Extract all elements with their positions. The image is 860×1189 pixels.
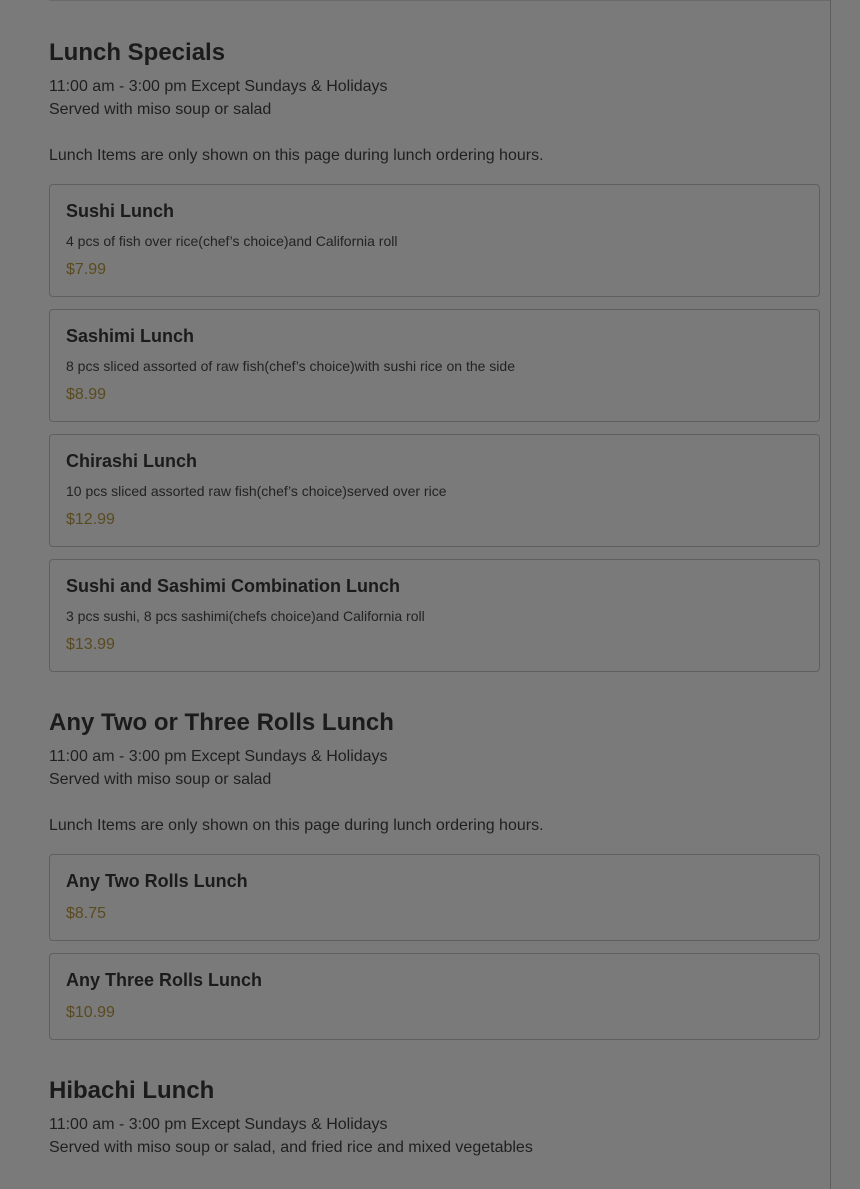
section-hours: 11:00 am - 3:00 pm Except Sundays & Holidays — [49, 748, 388, 765]
menu-item-any-two-rolls-lunch[interactable] — [49, 854, 820, 941]
menu-item-name: Sashimi Lunch — [66, 326, 195, 346]
menu-item-sushi-sashimi-combination-lunch[interactable] — [49, 559, 820, 672]
section-any-two-or-three-rolls-lunch — [49, 706, 820, 1040]
menu-item-name: Any Three Rolls Lunch — [66, 970, 263, 990]
menu-item-price: $8.75 — [66, 905, 107, 922]
menu-item-description: 3 pcs sushi, 8 pcs sashimi(chefs choice)and California roll — [66, 608, 425, 624]
lunch-hours-notice: Lunch Items are only shown on this page during lunch ordering hours. — [49, 817, 544, 834]
section-meta — [49, 75, 820, 121]
menu-item-price: $10.99 — [66, 1004, 115, 1021]
section-title: Hibachi Lunch — [49, 1077, 215, 1104]
right-scroll-edge — [830, 0, 831, 1189]
section-served-with: Served with miso soup or salad — [49, 771, 272, 788]
menu-item-name: Sushi and Sashimi Combination Lunch — [66, 576, 401, 596]
menu-item-name: Chirashi Lunch — [66, 451, 198, 471]
menu-item-any-three-rolls-lunch[interactable] — [49, 953, 820, 1040]
menu-item-price: $8.99 — [66, 386, 107, 403]
menu-item-price: $7.99 — [66, 261, 107, 278]
section-hours: 11:00 am - 3:00 pm Except Sundays & Holidays — [49, 1116, 388, 1133]
section-served-with: Served with miso soup or salad, and fried rice and mixed vegetables — [49, 1139, 533, 1156]
menu-item-description: 8 pcs sliced assorted of raw fish(chef’s choice)with sushi rice on the side — [66, 358, 515, 374]
section-meta — [49, 1113, 820, 1159]
section-hours: 11:00 am - 3:00 pm Except Sundays & Holidays — [49, 78, 388, 95]
menu-item-description: 10 pcs sliced assorted raw fish(chef’s choice)served over rice — [66, 483, 447, 499]
menu-item-sushi-lunch[interactable] — [49, 184, 820, 297]
section-meta — [49, 745, 820, 791]
menu-item-list — [49, 854, 820, 1040]
top-divider — [49, 0, 830, 1]
lunch-hours-notice: Lunch Items are only shown on this page during lunch ordering hours. — [49, 147, 544, 164]
menu-item-name: Sushi Lunch — [66, 201, 174, 221]
lunch-menu-page — [49, 36, 820, 1159]
section-title: Lunch Specials — [49, 39, 226, 66]
menu-item-price: $12.99 — [66, 511, 115, 528]
section-title: Any Two or Three Rolls Lunch — [49, 709, 394, 736]
menu-item-sashimi-lunch[interactable] — [49, 309, 820, 422]
menu-item-description: 4 pcs of fish over rice(chef’s choice)and California roll — [66, 233, 398, 249]
section-lunch-specials — [49, 36, 820, 672]
menu-item-name: Any Two Rolls Lunch — [66, 871, 248, 891]
section-served-with: Served with miso soup or salad — [49, 101, 272, 118]
menu-item-price: $13.99 — [66, 636, 115, 653]
menu-item-chirashi-lunch[interactable] — [49, 434, 820, 547]
menu-item-list — [49, 184, 820, 672]
section-hibachi-lunch — [49, 1074, 820, 1159]
